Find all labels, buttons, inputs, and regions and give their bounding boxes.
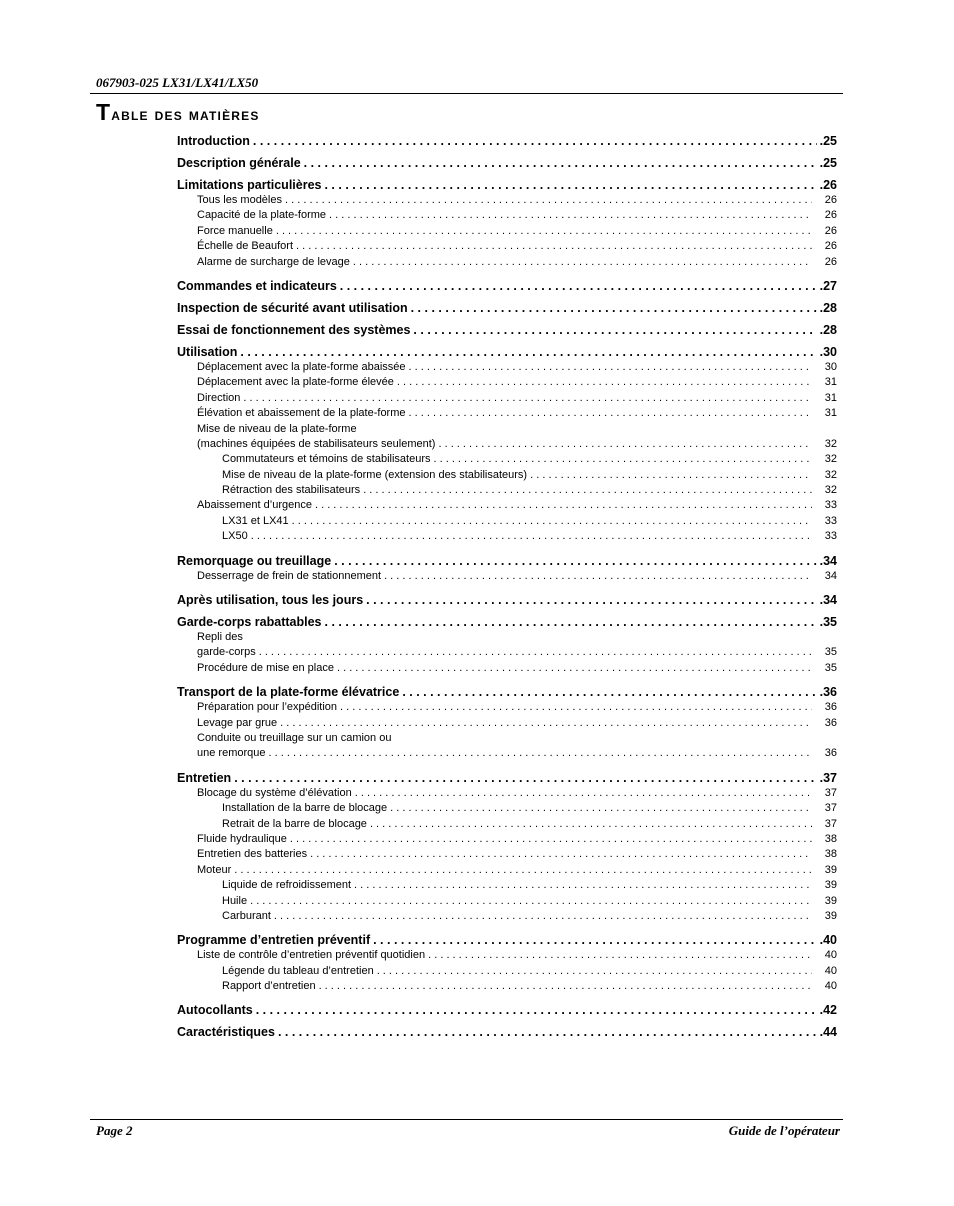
toc-leader-dots bbox=[530, 468, 812, 483]
toc-leader-dots bbox=[428, 948, 812, 963]
toc-entry-title: Limitations particulières bbox=[177, 178, 322, 192]
toc-subsection[interactable] bbox=[177, 239, 837, 254]
toc-page-number: 38 bbox=[824, 832, 837, 845]
toc-section[interactable] bbox=[177, 153, 837, 173]
toc-page-number: 33 bbox=[824, 530, 837, 543]
toc-section[interactable] bbox=[177, 551, 837, 571]
toc-leader-dots bbox=[354, 878, 812, 893]
toc-leader-dots bbox=[292, 514, 812, 529]
toc-page-number: 37 bbox=[824, 786, 837, 799]
toc-page-number: 39 bbox=[824, 894, 837, 907]
toc-subsection[interactable] bbox=[177, 422, 837, 437]
toc-leader-dots bbox=[334, 551, 816, 571]
toc-leader-dots bbox=[251, 529, 812, 544]
toc-page-number: 35 bbox=[824, 661, 837, 674]
toc-leader-dots bbox=[411, 298, 817, 318]
toc-entry-title: Blocage du système d’élévation bbox=[197, 786, 352, 799]
toc-entry-title: Retrait de la barre de blocage bbox=[222, 817, 367, 830]
toc-subsection[interactable] bbox=[177, 894, 837, 909]
toc-subsection[interactable] bbox=[177, 878, 837, 893]
toc-leader-dots bbox=[310, 847, 812, 862]
toc-leader-dots bbox=[278, 1022, 817, 1042]
toc-page-number: 32 bbox=[824, 437, 837, 450]
toc-page-number: 26 bbox=[824, 194, 837, 206]
toc-subsection[interactable] bbox=[177, 700, 837, 715]
toc-page-number: 39 bbox=[824, 879, 837, 892]
toc-page-number: 39 bbox=[824, 863, 837, 876]
toc-entry-title: Capacité de la plate-forme bbox=[197, 209, 327, 222]
toc-leader-dots bbox=[274, 909, 812, 924]
toc-page-number: 32 bbox=[824, 453, 837, 466]
toc-entry-title: Force manuelle bbox=[197, 224, 273, 237]
toc-entry-title: Description générale bbox=[177, 156, 301, 170]
toc-leader-dots bbox=[324, 175, 816, 195]
toc-page-number: 32 bbox=[824, 468, 837, 481]
toc-entry-title: Autocollants bbox=[177, 1003, 253, 1018]
toc-entry-title: Rapport d’entretien bbox=[222, 980, 316, 993]
toc-entry-title: Repli des bbox=[197, 631, 243, 644]
toc-section[interactable] bbox=[177, 682, 837, 702]
toc-leader-dots bbox=[259, 645, 812, 660]
toc-page-number: .25 bbox=[819, 134, 837, 148]
toc-page-number: 32 bbox=[824, 484, 837, 497]
toc-entry-title: Conduite ou treuillage sur un camion ou bbox=[197, 731, 392, 744]
toc-leader-dots bbox=[315, 498, 812, 513]
toc-entry-title: Fluide hydraulique bbox=[197, 832, 287, 845]
toc-subsection[interactable] bbox=[177, 746, 837, 761]
toc-leader-dots bbox=[353, 255, 812, 270]
toc-entry-title: Essai de fonctionnement des systèmes bbox=[177, 322, 411, 337]
toc-entry-title: Procédure de mise en place bbox=[197, 661, 334, 674]
toc-subsection[interactable] bbox=[177, 514, 837, 529]
toc-leader-dots bbox=[409, 406, 812, 421]
toc-page-number: .37 bbox=[819, 770, 837, 785]
toc-entry-title: Transport de la plate-forme élévatrice bbox=[177, 685, 400, 700]
toc-section[interactable] bbox=[177, 612, 837, 632]
toc-page-number: 40 bbox=[824, 964, 837, 977]
toc-entry-title: Mise de niveau de la plate-forme (extension des stabilisateurs) bbox=[222, 468, 528, 481]
toc-leader-dots bbox=[363, 483, 812, 498]
footer-rule bbox=[90, 1119, 843, 1120]
toc-subsection[interactable] bbox=[177, 406, 837, 421]
toc-section[interactable] bbox=[177, 131, 837, 151]
toc-entry-title: LX50 bbox=[222, 530, 248, 543]
toc-leader-dots bbox=[397, 375, 812, 390]
toc-leader-dots bbox=[234, 863, 812, 878]
toc-page-number: 26 bbox=[824, 209, 837, 222]
toc-subsection[interactable] bbox=[177, 817, 837, 832]
toc-page-number: 36 bbox=[824, 747, 837, 760]
toc-subsection[interactable] bbox=[177, 716, 837, 731]
toc-leader-dots bbox=[384, 569, 812, 584]
toc-page-number: .42 bbox=[819, 1003, 837, 1018]
toc-entry-title: une remorque bbox=[197, 747, 266, 760]
toc-page-number: .30 bbox=[819, 344, 837, 359]
toc-section[interactable] bbox=[177, 590, 837, 610]
toc-page-number: .34 bbox=[819, 553, 837, 568]
toc-leader-dots bbox=[280, 716, 812, 731]
toc-page-number: 35 bbox=[824, 646, 837, 659]
toc-page-number: .40 bbox=[819, 933, 837, 948]
toc-subsection[interactable] bbox=[177, 948, 837, 963]
toc-entry-title: Liquide de refroidissement bbox=[222, 879, 352, 892]
toc-entry-title: Caractéristiques bbox=[177, 1025, 275, 1040]
toc-page-number: .35 bbox=[819, 615, 837, 630]
toc-leader-dots bbox=[240, 342, 816, 362]
toc-entry-title: Alarme de surcharge de levage bbox=[197, 255, 350, 268]
toc-leader-dots bbox=[325, 612, 817, 632]
toc-entry-title: Échelle de Beaufort bbox=[197, 240, 294, 253]
toc-section[interactable] bbox=[177, 1022, 837, 1042]
toc-subsection[interactable] bbox=[177, 208, 837, 223]
toc-entry-title: LX31 et LX41 bbox=[222, 514, 289, 527]
toc-subsection[interactable] bbox=[177, 498, 837, 513]
toc-entry-title: Tous les modèles bbox=[197, 194, 282, 206]
header-rule bbox=[90, 93, 843, 94]
toc-entry-title: Élévation et abaissement de la plate-forme bbox=[197, 407, 406, 420]
toc-page-number: .44 bbox=[819, 1025, 837, 1040]
toc-leader-dots bbox=[373, 930, 817, 950]
toc-page-number: .26 bbox=[819, 178, 837, 192]
page-number: Page 2 bbox=[96, 1123, 133, 1138]
toc-leader-dots bbox=[256, 1000, 817, 1020]
toc-entry-title: Direction bbox=[197, 391, 241, 404]
toc-page-number: .27 bbox=[819, 278, 837, 293]
toc-leader-dots bbox=[355, 786, 812, 801]
toc-page-number: 40 bbox=[824, 949, 837, 962]
toc-leader-dots bbox=[276, 224, 812, 239]
toc-subsection[interactable] bbox=[177, 863, 837, 878]
toc-entry-title: Commandes et indicateurs bbox=[177, 278, 337, 293]
toc-page-number: 37 bbox=[824, 817, 837, 830]
toc-page-number: 33 bbox=[824, 514, 837, 527]
toc-subsection[interactable] bbox=[177, 731, 837, 746]
toc-entry-title: Légende du tableau d’entretien bbox=[222, 964, 374, 977]
toc-subsection[interactable] bbox=[177, 391, 837, 406]
toc-leader-dots bbox=[250, 894, 812, 909]
toc-subsection[interactable] bbox=[177, 529, 837, 544]
toc-section[interactable] bbox=[177, 768, 837, 788]
toc-page-number: .28 bbox=[819, 300, 837, 315]
toc-entry-title: Préparation pour l’expédition bbox=[197, 701, 338, 714]
toc-page-number: .25 bbox=[819, 156, 837, 170]
toc-leader-dots bbox=[413, 320, 816, 340]
toc-entry-title: garde-corps bbox=[197, 646, 256, 659]
toc-section[interactable] bbox=[177, 342, 837, 362]
toc-subsection[interactable] bbox=[177, 224, 837, 239]
toc-subsection[interactable] bbox=[177, 375, 837, 390]
toc-page-number: 33 bbox=[824, 499, 837, 512]
toc-page-number: 26 bbox=[824, 240, 837, 253]
toc-entry-title: Déplacement avec la plate-forme abaissée bbox=[197, 360, 406, 373]
toc-leader-dots bbox=[340, 700, 812, 715]
toc-leader-dots bbox=[402, 682, 816, 702]
toc-leader-dots bbox=[390, 801, 812, 816]
toc-subsection[interactable] bbox=[177, 786, 837, 801]
toc-subsection[interactable] bbox=[177, 645, 837, 660]
toc-subsection[interactable] bbox=[177, 832, 837, 847]
toc-section[interactable] bbox=[177, 298, 837, 318]
toc-subsection[interactable] bbox=[177, 452, 837, 467]
toc-subsection[interactable] bbox=[177, 847, 837, 862]
toc-page-number: 31 bbox=[824, 391, 837, 404]
toc-page-number: 36 bbox=[824, 716, 837, 729]
toc-subsection[interactable] bbox=[177, 909, 837, 924]
toc-leader-dots bbox=[234, 768, 816, 788]
toc-section[interactable] bbox=[177, 930, 837, 950]
toc-leader-dots bbox=[304, 153, 817, 173]
toc-page-number: 31 bbox=[824, 376, 837, 389]
toc-page-number: 30 bbox=[824, 360, 837, 373]
title-initial: T bbox=[96, 99, 112, 125]
toc-entry-title: Desserrage de frein de stationnement bbox=[197, 569, 382, 582]
toc-subsection[interactable] bbox=[177, 360, 837, 375]
toc-page-number: 34 bbox=[824, 569, 837, 582]
toc-leader-dots bbox=[269, 746, 813, 761]
toc-leader-dots bbox=[438, 437, 812, 452]
toc-entry-title: Introduction bbox=[177, 134, 250, 148]
toc-page-number: 36 bbox=[824, 701, 837, 714]
toc-leader-dots bbox=[253, 131, 817, 151]
toc-leader-dots bbox=[285, 193, 812, 208]
toc-page-number: 39 bbox=[824, 909, 837, 922]
toc-entry-title: Moteur bbox=[197, 863, 232, 876]
toc-leader-dots bbox=[377, 964, 812, 979]
toc-entry-title: Commutateurs et témoins de stabilisateurs bbox=[222, 453, 431, 466]
toc-entry-title: Huile bbox=[222, 894, 248, 907]
toc-entry-title: Inspection de sécurité avant utilisation bbox=[177, 300, 408, 315]
title-rest: able des matières bbox=[111, 105, 260, 124]
toc-subsection[interactable] bbox=[177, 979, 837, 994]
toc-entry-title: Entretien bbox=[177, 770, 232, 785]
toc-leader-dots bbox=[337, 661, 812, 676]
toc-page-number: 37 bbox=[824, 802, 837, 815]
toc-leader-dots bbox=[366, 590, 816, 610]
toc-subsection[interactable] bbox=[177, 193, 837, 208]
toc-page-number: 31 bbox=[824, 407, 837, 420]
toc-entry-title: Programme d’entretien préventif bbox=[177, 933, 371, 948]
toc-entry-title: Déplacement avec la plate-forme élevée bbox=[197, 376, 394, 389]
toc-entry-title: Liste de contrôle d’entretien préventif quotidien bbox=[197, 949, 426, 962]
toc-leader-dots bbox=[319, 979, 812, 994]
toc-subsection[interactable] bbox=[177, 255, 837, 270]
page-title bbox=[96, 100, 260, 127]
toc-section[interactable] bbox=[177, 320, 837, 340]
toc-leader-dots bbox=[409, 360, 812, 375]
toc-subsection[interactable] bbox=[177, 801, 837, 816]
toc-page-number: 26 bbox=[824, 255, 837, 268]
toc-entry-title: Mise de niveau de la plate-forme bbox=[197, 422, 357, 435]
toc-subsection[interactable] bbox=[177, 437, 837, 452]
toc-entry-title: Rétraction des stabilisateurs bbox=[222, 484, 361, 497]
toc-entry-title: Utilisation bbox=[177, 344, 238, 359]
toc-subsection[interactable] bbox=[177, 630, 837, 645]
guide-title: Guide de l’opérateur bbox=[728, 1123, 840, 1138]
toc-subsection[interactable] bbox=[177, 661, 837, 676]
toc-entry-title: Remorquage ou treuillage bbox=[177, 553, 332, 568]
toc-entry-title: Garde-corps rabattables bbox=[177, 615, 322, 630]
toc-entry-title: Après utilisation, tous les jours bbox=[177, 593, 364, 608]
toc-entry-title: Installation de la barre de blocage bbox=[222, 802, 388, 815]
toc-leader-dots bbox=[340, 276, 817, 296]
toc-subsection[interactable] bbox=[177, 964, 837, 979]
toc-entry-title: Carburant bbox=[222, 909, 271, 922]
toc-entry-title: Abaissement d’urgence bbox=[197, 499, 312, 512]
toc-section[interactable] bbox=[177, 175, 837, 195]
document-code: 067903-025 LX31/LX41/LX50 bbox=[96, 75, 259, 90]
table-of-contents bbox=[177, 131, 837, 1042]
toc-leader-dots bbox=[296, 239, 812, 254]
toc-subsection[interactable] bbox=[177, 483, 837, 498]
toc-page-number: 40 bbox=[824, 980, 837, 993]
toc-page-number: .36 bbox=[819, 685, 837, 700]
toc-leader-dots bbox=[243, 391, 812, 406]
toc-entry-title: (machines équipées de stabilisateurs seulement) bbox=[197, 437, 436, 450]
toc-leader-dots bbox=[433, 452, 812, 467]
toc-subsection[interactable] bbox=[177, 569, 837, 584]
toc-page-number: 38 bbox=[824, 848, 837, 861]
toc-entry-title: Levage par grue bbox=[197, 716, 278, 729]
toc-page-number: .28 bbox=[819, 322, 837, 337]
toc-section[interactable] bbox=[177, 1000, 837, 1020]
toc-section[interactable] bbox=[177, 276, 837, 296]
toc-leader-dots bbox=[329, 208, 812, 223]
toc-page-number: .34 bbox=[819, 593, 837, 608]
toc-subsection[interactable] bbox=[177, 468, 837, 483]
toc-leader-dots bbox=[370, 817, 812, 832]
toc-entry-title: Entretien des batteries bbox=[197, 848, 308, 861]
toc-leader-dots bbox=[290, 832, 812, 847]
toc-page-number: 26 bbox=[824, 224, 837, 237]
